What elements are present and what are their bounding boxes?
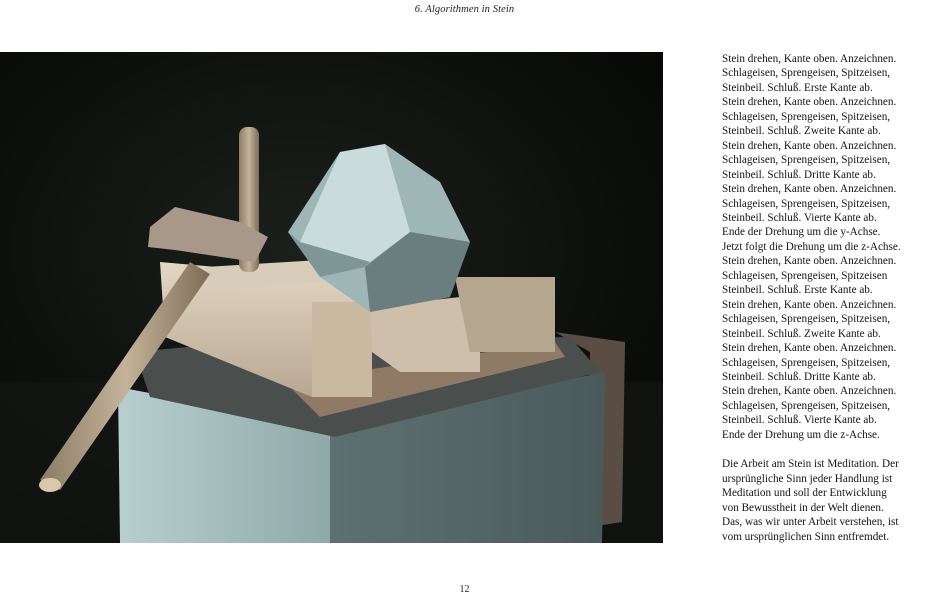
verse-line: Steinbeil. Schluß. Dritte Kante ab. — [722, 370, 876, 383]
verse-line: Schlageisen, Sprengeisen, Spitzeisen, — [722, 356, 891, 369]
page-number: 12 — [459, 584, 470, 595]
verse-line: Stein drehen, Kante oben. Anzeichnen. — [722, 298, 897, 311]
verse-line: Stein drehen, Kante oben. Anzeichnen. — [722, 255, 897, 268]
verse-line: Schlageisen, Sprengeisen, Spitzeisen, — [722, 313, 891, 326]
verse-line: Steinbeil. Schluß. Vierte Kante ab. — [722, 414, 877, 427]
verse-line: Schlageisen, Sprengeisen, Spitzeisen — [722, 269, 888, 282]
verse-line: Stein drehen, Kante oben. Anzeichnen. — [722, 53, 897, 65]
verse-line: Schlageisen, Sprengeisen, Spitzeisen, — [722, 197, 891, 210]
verse-line: Stein drehen, Kante oben. Anzeichnen. — [722, 342, 897, 355]
stone-workbench-photo — [0, 52, 663, 543]
photograph-icon — [0, 52, 663, 543]
verse-line: Jetzt folgt die Drehung um die z-Achse. — [722, 240, 901, 253]
verse-line: Schlageisen, Sprengeisen, Spitzeisen, — [722, 399, 891, 412]
verse-line: Schlageisen, Sprengeisen, Spitzeisen, — [722, 110, 891, 123]
verse-line: Stein drehen, Kante oben. Anzeichnen. — [722, 139, 897, 152]
verse-line: Steinbeil. Schluß. Erste Kante ab. — [722, 81, 873, 94]
closing-line: von Bewusstheit in der Welt dienen. — [722, 501, 884, 514]
closing-line: Die Arbeit am Stein ist Meditation. Der — [722, 458, 899, 471]
verse-line: Ende der Drehung um die y-Achse. — [722, 226, 881, 239]
verse-line: Steinbeil. Schluß. Zweite Kante ab. — [722, 125, 881, 138]
closing-line: vom ursprünglichen Sinn entfremdet. — [722, 530, 890, 543]
verse-line: Steinbeil. Schluß. Zweite Kante ab. — [722, 327, 881, 340]
verse-paragraph — [722, 52, 922, 442]
verse-line: Stein drehen, Kante oben. Anzeichnen. — [722, 385, 897, 398]
closing-line: Das, was wir unter Arbeit verstehen, ist — [722, 516, 899, 529]
verse-line: Stein drehen, Kante oben. Anzeichnen. — [722, 183, 897, 196]
verse-line: Schlageisen, Sprengeisen, Spitzeisen, — [722, 154, 891, 167]
running-head: 6. Algorithmen in Stein — [414, 4, 515, 15]
closing-line: Meditation und soll der Entwicklung — [722, 487, 887, 500]
closing-paragraph — [722, 457, 922, 544]
verse-line: Steinbeil. Schluß. Dritte Kante ab. — [722, 168, 876, 181]
body-text-column — [722, 52, 922, 544]
closing-line: ursprüngliche Sinn jeder Handlung ist — [722, 472, 893, 485]
verse-line: Schlageisen, Sprengeisen, Spitzeisen, — [722, 67, 891, 80]
verse-line: Steinbeil. Schluß. Vierte Kante ab. — [722, 211, 877, 224]
verse-line: Stein drehen, Kante oben. Anzeichnen. — [722, 96, 897, 109]
verse-line: Steinbeil. Schluß. Erste Kante ab. — [722, 284, 873, 297]
verse-line: Ende der Drehung um die z-Achse. — [722, 428, 880, 441]
